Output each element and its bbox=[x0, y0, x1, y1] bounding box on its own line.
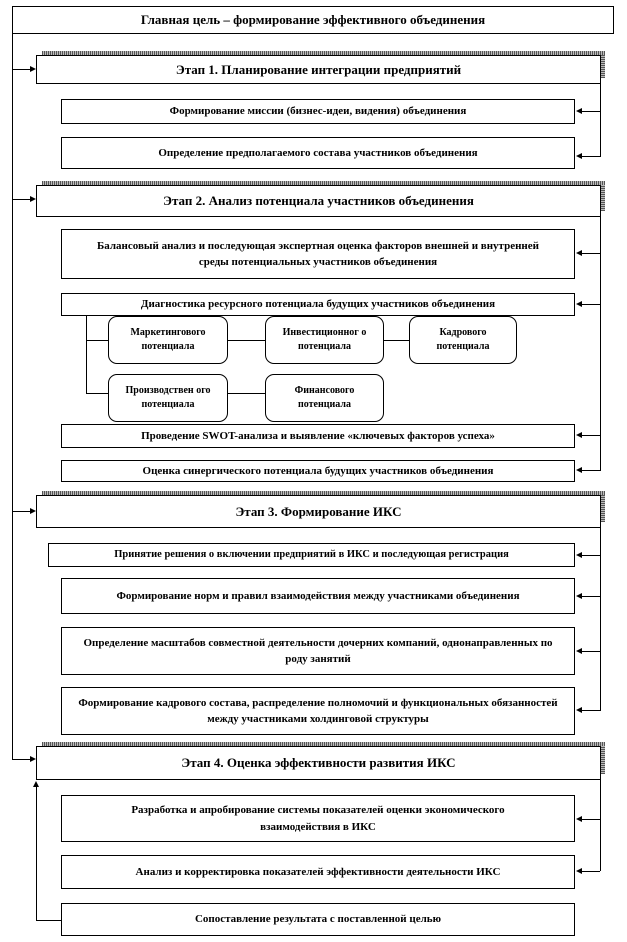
stage-1-feedback-line bbox=[600, 69, 601, 157]
stage-4-step-1: Разработка и апробирование системы показателей оценки экономического взаимодействия в ИКС bbox=[61, 795, 575, 842]
stage-1-step-2: Определение предполагаемого состава участников объединения bbox=[61, 137, 575, 169]
stage-4-step-2: Анализ и корректировка показателей эффективности деятельности ИКС bbox=[61, 855, 575, 889]
arrow-result-to-stage4 bbox=[33, 781, 39, 787]
potential-investment: Инвестиционног о потенциала bbox=[265, 316, 384, 364]
stage-2-step-1: Балансовый анализ и последующая экспертная оценка факторов внешней и внутренней среды потенциальных участников объединения bbox=[61, 229, 575, 279]
stage-4-feedback-line bbox=[600, 760, 601, 871]
goal-to-stage3-line bbox=[12, 511, 32, 512]
stage-3-step-3: Определение масштабов совместной деятельности дочерних компаний, однонаправленных по роду занятий bbox=[61, 627, 575, 675]
left-connector bbox=[12, 34, 13, 760]
potential-production: Производствен ого потенциала bbox=[108, 374, 228, 422]
result-loop-line bbox=[36, 920, 61, 921]
arrow-stage-1-step-2 bbox=[576, 153, 582, 159]
stage-4-box bbox=[36, 746, 601, 780]
stage-1-title: Этап 1. Планирование интеграции предприятий bbox=[175, 61, 462, 77]
stage-2-step-4: Оценка синергического потенциала будущих участников объединения bbox=[61, 460, 575, 482]
potentials-trunk bbox=[86, 316, 87, 394]
main-goal-label: Главная цель – формирование эффективного объединения bbox=[140, 12, 486, 28]
stage-4-title: Этап 4. Оценка эффективности развития ИКС bbox=[181, 755, 456, 771]
stage-3-box bbox=[36, 495, 601, 528]
arrow-stage-1-step-1 bbox=[576, 108, 582, 114]
goal-to-stage1-line bbox=[12, 69, 32, 70]
potential-financial: Финансового потенциала bbox=[265, 374, 384, 422]
stage-2-title: Этап 2. Анализ потенциала участников объединения bbox=[163, 193, 474, 209]
stage-2-box bbox=[36, 185, 601, 217]
stage-3-step-4: Формирование кадрового состава, распределение полномочий и функциональных обязанностей между участниками холдинговой структуры bbox=[61, 687, 575, 735]
stage-4-step-3: Сопоставление результата с поставленной целью bbox=[61, 903, 575, 936]
stage-3-step-2: Формирование норм и правил взаимодействия между участниками объединения bbox=[61, 578, 575, 614]
stage-1-box bbox=[36, 55, 601, 84]
stage-2-feedback-line bbox=[600, 200, 601, 471]
goal-to-stage4-line bbox=[12, 759, 32, 760]
stage-1-step-1: Формирование миссии (бизнес-идеи, видения) объединения bbox=[61, 99, 575, 124]
stage-2-step-3: Проведение SWOT-анализа и выявление «ключевых факторов успеха» bbox=[61, 424, 575, 448]
stage-3-step-1: Принятие решения о включении предприятий в ИКС и последующая регистрация bbox=[48, 543, 575, 567]
stage-2-step-2: Диагностика ресурсного потенциала будущих участников объединения bbox=[61, 293, 575, 316]
goal-to-stage2-line bbox=[12, 199, 32, 200]
stage-3-title: Этап 3. Формирование ИКС bbox=[235, 503, 402, 519]
potential-marketing: Маркетингового потенциала bbox=[108, 316, 228, 364]
stage-3-feedback-line bbox=[600, 512, 601, 711]
potential-personnel: Кадрового потенциала bbox=[409, 316, 517, 364]
main-goal-box bbox=[12, 6, 614, 34]
